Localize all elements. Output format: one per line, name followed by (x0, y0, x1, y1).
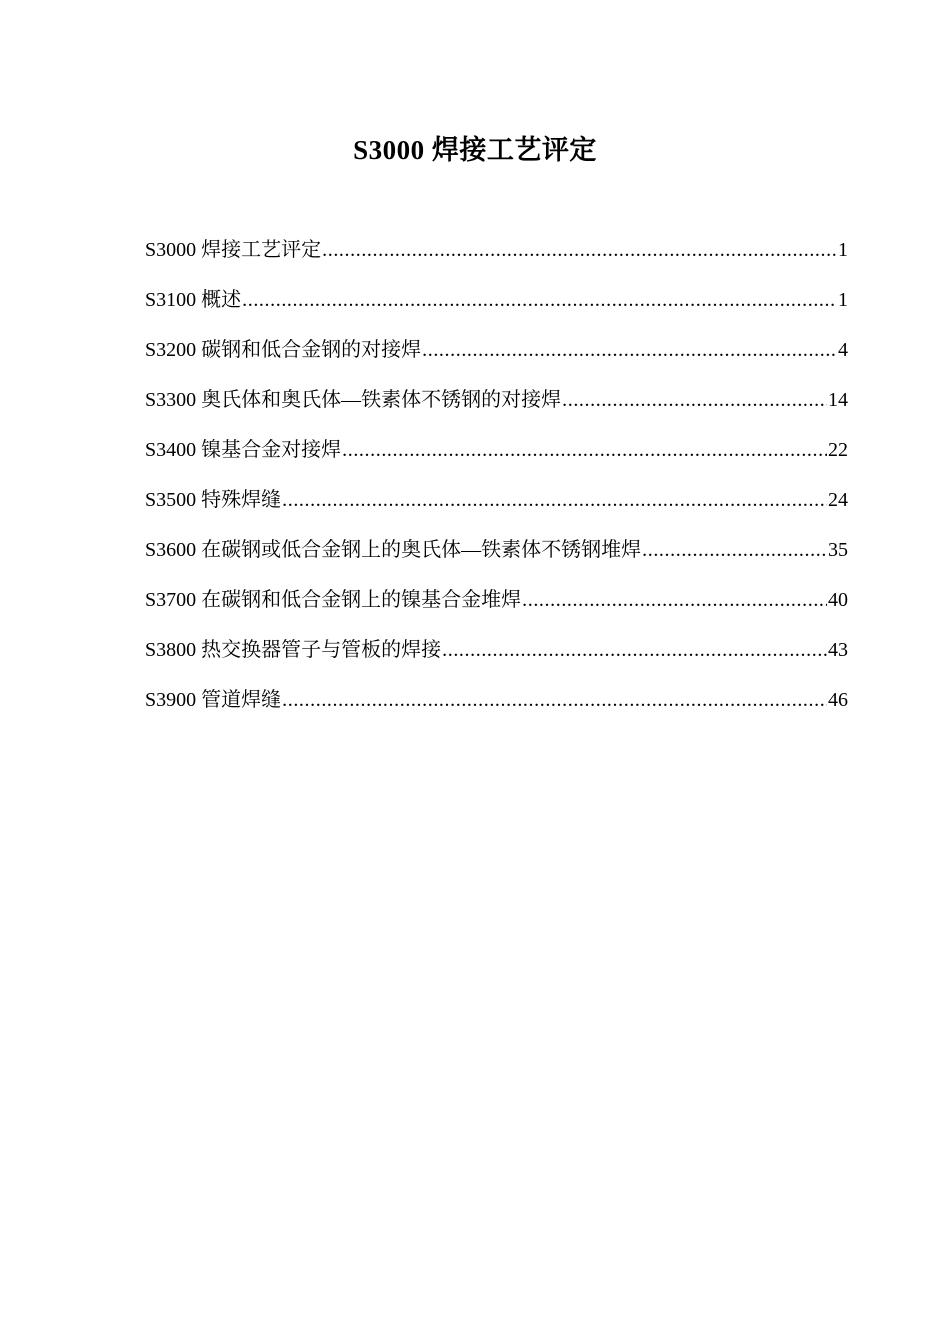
toc-entry-page: 24 (828, 489, 848, 511)
toc-entry-page: 14 (828, 389, 848, 411)
toc-entry-label: S3500 特殊焊缝 (145, 489, 282, 511)
toc-entry-label: S3000 焊接工艺评定 (145, 239, 322, 261)
toc-entry-page: 40 (828, 589, 848, 611)
toc-dot-leader (242, 280, 837, 320)
toc-dot-leader (282, 680, 827, 720)
toc-dot-leader (642, 530, 827, 570)
toc-entry-label: S3700 在碳钢和低合金钢上的镍基合金堆焊 (145, 589, 522, 611)
toc-entry-page: 4 (838, 339, 848, 361)
toc-entry[interactable] (145, 330, 848, 380)
toc-entry[interactable] (145, 630, 848, 680)
toc-entry-label: S3200 碳钢和低合金钢的对接焊 (145, 339, 422, 361)
toc-dot-leader (442, 630, 827, 670)
document-title: S3000 焊接工艺评定 (353, 135, 597, 165)
toc-entry[interactable] (145, 480, 848, 530)
toc-entry[interactable] (145, 530, 848, 580)
toc-dot-leader (422, 330, 837, 370)
toc-entry[interactable] (145, 580, 848, 630)
toc-entry-page: 43 (828, 639, 848, 661)
toc-entry[interactable] (145, 230, 848, 280)
toc-entry-page: 35 (828, 539, 848, 561)
toc-entry-label: S3300 奥氏体和奥氏体—铁素体不锈钢的对接焊 (145, 389, 562, 411)
toc-dot-leader (322, 230, 837, 270)
toc-entry-label: S3900 管道焊缝 (145, 689, 282, 711)
toc-entry-label: S3600 在碳钢或低合金钢上的奥氏体—铁素体不锈钢堆焊 (145, 539, 642, 561)
toc-dot-leader (522, 580, 827, 620)
toc-entry-label: S3800 热交换器管子与管板的焊接 (145, 639, 442, 661)
table-of-contents (145, 230, 848, 730)
toc-entry-page: 22 (828, 439, 848, 461)
toc-dot-leader (562, 380, 827, 420)
toc-entry-label: S3100 概述 (145, 289, 242, 311)
toc-entry[interactable] (145, 680, 848, 730)
toc-entry[interactable] (145, 430, 848, 480)
toc-dot-leader (342, 430, 827, 470)
toc-entry[interactable] (145, 380, 848, 430)
toc-entry-label: S3400 镍基合金对接焊 (145, 439, 342, 461)
toc-dot-leader (282, 480, 827, 520)
toc-entry-page: 1 (838, 239, 848, 261)
toc-entry-page: 1 (838, 289, 848, 311)
toc-entry[interactable] (145, 280, 848, 330)
toc-entry-page: 46 (828, 689, 848, 711)
